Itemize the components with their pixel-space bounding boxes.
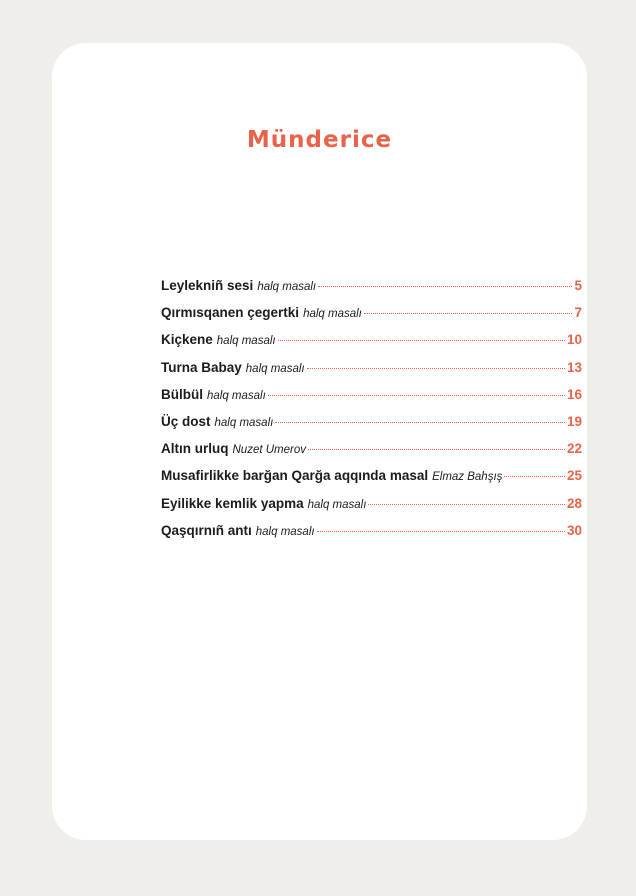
toc-entry[interactable] xyxy=(161,412,582,439)
toc-entry-author: halq masalı xyxy=(257,281,317,293)
toc-entry[interactable] xyxy=(161,466,582,493)
toc-entry-author: halq masalı xyxy=(207,389,266,402)
toc-entry-author: halq masalı xyxy=(214,416,274,429)
toc-entry-page: 10 xyxy=(566,332,582,348)
dot-leader xyxy=(308,449,565,450)
toc-entry-title: Qaşqırnıñ antı xyxy=(161,522,252,538)
toc-entry-page: 7 xyxy=(574,305,582,321)
toc-entry-author: halq masalı xyxy=(255,525,315,538)
toc-entry-author: halq masalı xyxy=(245,362,305,375)
dot-leader xyxy=(307,368,565,369)
toc-entry-page: 22 xyxy=(566,441,582,457)
toc-entry-page: 25 xyxy=(566,468,582,484)
dot-leader xyxy=(268,395,565,396)
dot-leader xyxy=(275,422,565,423)
toc-entry-title: Qırmısqanen çegertki xyxy=(161,305,300,321)
toc-entry[interactable] xyxy=(161,521,582,548)
toc-entry-title: Musafirlikke barğan Qarğa aqqında masal xyxy=(161,468,429,484)
toc-entry-title: Turna Babay xyxy=(161,359,242,375)
toc-entry-page: 28 xyxy=(566,495,582,511)
dot-leader xyxy=(504,476,565,477)
toc-entry-page: 5 xyxy=(574,278,582,293)
toc-entry[interactable] xyxy=(161,330,582,357)
toc-entry[interactable] xyxy=(161,494,582,521)
toc-entry-author: Nuzet Umerov xyxy=(232,444,306,457)
dot-leader xyxy=(317,531,565,532)
toc-entry-title: Bülbül xyxy=(161,386,203,402)
toc-entry-title: Leylekniñ sesi xyxy=(161,278,254,293)
toc-entry-author: halq masalı xyxy=(303,308,362,321)
toc-entry-author: halq masalı xyxy=(307,498,367,511)
table-of-contents xyxy=(161,276,582,548)
dot-leader xyxy=(318,286,572,287)
toc-entry-page: 19 xyxy=(566,413,582,429)
toc-entry-title: Kiçkene xyxy=(161,332,213,348)
dot-leader xyxy=(364,313,573,314)
toc-entry[interactable] xyxy=(161,439,582,466)
toc-entry-title: Altın urluq xyxy=(161,441,229,457)
toc-entry[interactable] xyxy=(161,385,582,412)
toc-entry[interactable] xyxy=(161,358,582,385)
toc-entry-author: Elmaz Bahşış xyxy=(432,471,503,484)
dot-leader xyxy=(278,340,565,341)
toc-entry[interactable] xyxy=(161,276,582,303)
toc-entry-page: 30 xyxy=(566,522,582,538)
toc-entry[interactable] xyxy=(161,303,582,330)
toc-entry-page: 16 xyxy=(566,386,582,402)
page-title: Münderice xyxy=(246,127,393,153)
toc-entry-title: Üç dost xyxy=(161,413,211,429)
dot-leader xyxy=(368,504,565,505)
toc-entry-author: halq masalı xyxy=(216,335,276,348)
toc-entry-title: Eyilikke kemlik yapma xyxy=(161,495,304,511)
toc-entry-page: 13 xyxy=(566,359,582,375)
page-card xyxy=(52,43,587,840)
